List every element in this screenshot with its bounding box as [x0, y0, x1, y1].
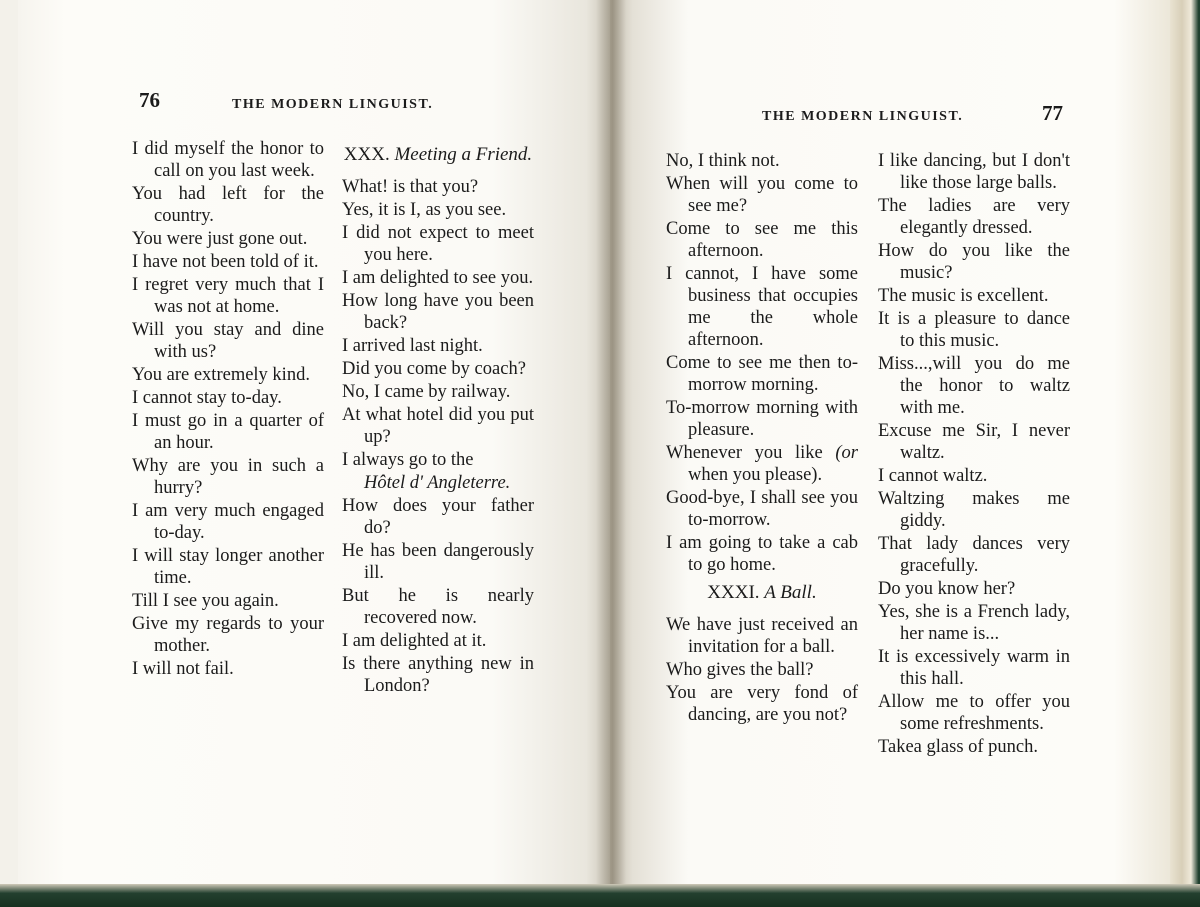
phrase: We have just received an invitation for a ball. — [666, 615, 858, 657]
phrase-continuation: Hôtel d' Angleterre. — [364, 473, 511, 493]
phrase: How long have you been back? — [342, 291, 534, 333]
phrase: Come to see me this afternoon. — [666, 219, 858, 261]
right-page — [610, 0, 1170, 888]
phrase: I am going to take a cab to go home. — [666, 533, 858, 575]
phrase: Did you come by coach? — [342, 359, 526, 379]
phrase: I am delighted to see you. — [342, 268, 534, 288]
left-page-column-1 — [132, 138, 324, 680]
left-page-column-2 — [342, 138, 534, 697]
phrase: Come to see me then to-morrow morning. — [666, 353, 858, 395]
phrase: I must go in a quarter of an hour. — [132, 411, 324, 453]
phrase: How does your father do? — [342, 496, 534, 538]
phrase: No, I think not. — [666, 151, 780, 171]
phrase: You had left for the country. — [132, 184, 324, 226]
phrase: You are extremely kind. — [132, 365, 310, 385]
phrase: That lady dances very gracefully. — [878, 534, 1070, 576]
phrase: Yes, she is a French lady, her name is... — [878, 602, 1070, 644]
phrase: Allow me to offer you some refreshments. — [878, 692, 1070, 734]
phrase: Who gives the ball? — [666, 660, 814, 680]
phrase: Give my regards to your mother. — [132, 614, 324, 656]
phrase: I regret very much that I was not at home. — [132, 275, 324, 317]
book-cover-right-edge — [1170, 0, 1200, 907]
running-head-left: THE MODERN LINGUIST. — [232, 97, 434, 112]
section-heading-xxxi — [666, 582, 858, 604]
phrase: When will you come to see me? — [666, 174, 858, 216]
section-number: XXXI. — [707, 582, 760, 603]
phrase: I cannot stay to-day. — [132, 388, 282, 408]
section-heading-xxx — [342, 144, 534, 166]
phrase: Yes, it is I, as you see. — [342, 200, 507, 220]
phrase: I did myself the honor to call on you last week. — [132, 139, 324, 181]
running-head-right: THE MODERN LINGUIST. — [762, 109, 964, 124]
phrase: Takea glass of punch. — [878, 737, 1039, 757]
left-page — [18, 0, 610, 888]
phrase: You are very fond of dancing, are you not? — [666, 683, 858, 725]
phrase: I always go to the — [342, 450, 474, 470]
phrase: Is there anything new in London? — [342, 654, 534, 696]
phrase: Waltzing makes me giddy. — [878, 489, 1070, 531]
phrase: Why are you in such a hurry? — [132, 456, 324, 498]
page-number-right: 77 — [1042, 101, 1063, 125]
book-gutter — [596, 0, 626, 888]
phrase: I will stay longer another time. — [132, 546, 324, 588]
phrase: He has been dangerously ill. — [342, 541, 534, 583]
right-page-column-1 — [666, 150, 858, 726]
section-number: XXX. — [343, 144, 390, 165]
phrase: I will not fail. — [132, 659, 234, 679]
phrase: I am delighted at it. — [342, 631, 487, 651]
section-title: Meeting a Friend. — [394, 144, 533, 165]
phrase: At what hotel did you put up? — [342, 405, 534, 447]
phrase: But he is nearly recovered now. — [342, 586, 534, 628]
phrase: I cannot waltz. — [878, 466, 988, 486]
section-title: A Ball. — [764, 582, 817, 603]
phrase: I like dancing, but I don't like those large balls. — [878, 151, 1070, 193]
phrase: I have not been told of it. — [132, 252, 319, 272]
phrase: I cannot, I have some business that occupies me the whole afternoon. — [666, 264, 858, 350]
phrase: Do you know her? — [878, 579, 1016, 599]
phrase: Whenever you like (or when you please). — [666, 443, 858, 485]
phrase: Excuse me Sir, I never waltz. — [878, 421, 1070, 463]
phrase: Good-bye, I shall see you to-morrow. — [666, 488, 858, 530]
page-number-left: 76 — [139, 88, 160, 112]
phrase: I arrived last night. — [342, 336, 483, 356]
phrase: Till I see you again. — [132, 591, 279, 611]
phrase: I am very much engaged to-day. — [132, 501, 324, 543]
right-page-column-2 — [878, 150, 1070, 758]
phrase: You were just gone out. — [132, 229, 308, 249]
phrase: To-morrow morning with pleasure. — [666, 398, 858, 440]
phrase: I did not expect to meet you here. — [342, 223, 534, 265]
phrase: The ladies are very elegantly dressed. — [878, 196, 1070, 238]
phrase: It is excessively warm in this hall. — [878, 647, 1070, 689]
phrase: How do you like the music? — [878, 241, 1070, 283]
phrase: The music is excellent. — [878, 286, 1049, 306]
phrase: What! is that you? — [342, 177, 479, 197]
phrase: No, I came by railway. — [342, 382, 511, 402]
book-bottom-edge — [0, 884, 1200, 907]
book-cover-left-edge — [0, 0, 20, 907]
phrase: Miss...,will you do me the honor to waltz with me. — [878, 354, 1070, 418]
phrase: It is a pleasure to dance to this music. — [878, 309, 1070, 351]
phrase: Will you stay and dine with us? — [132, 320, 324, 362]
